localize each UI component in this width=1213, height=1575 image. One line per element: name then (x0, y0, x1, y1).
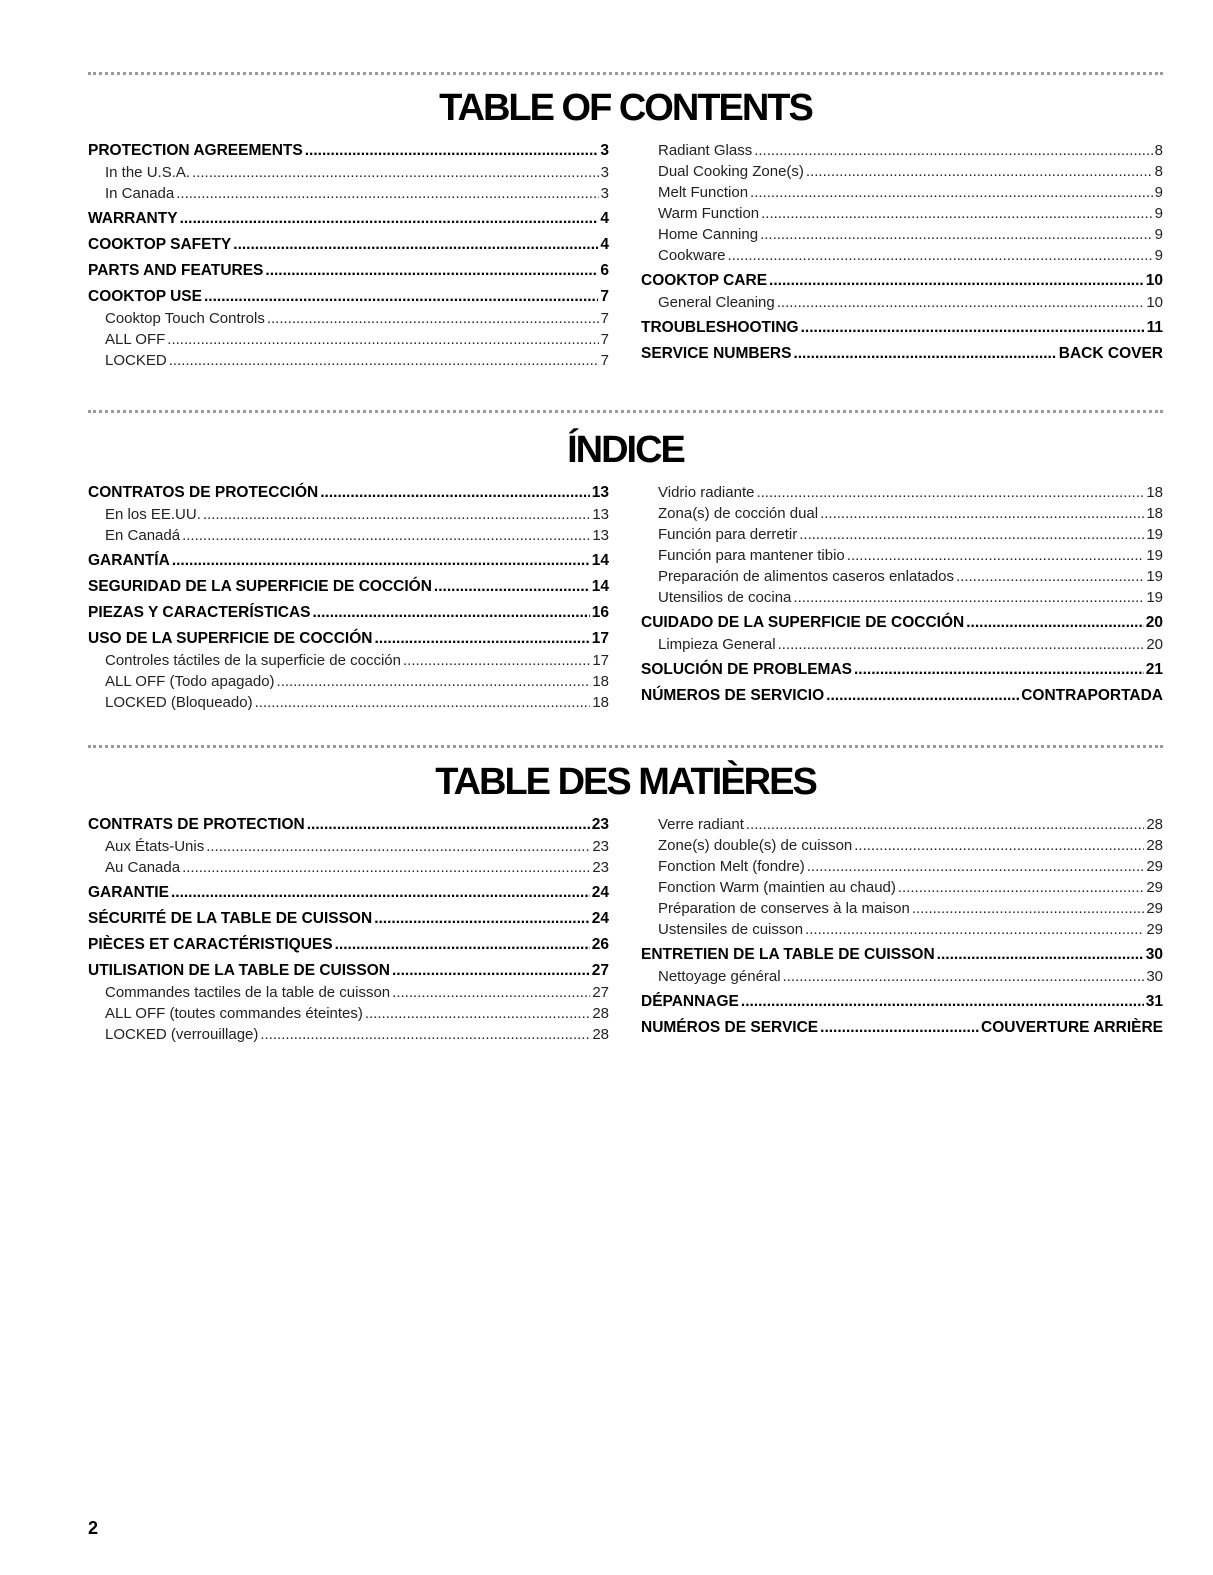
toc-es-left-column (88, 482, 609, 713)
toc-entry-page: 9 (1154, 247, 1163, 264)
toc-entry-title: CONTRATS DE PROTECTION (88, 816, 305, 833)
toc-entry-page: 28 (592, 1005, 609, 1022)
section-divider-fr (88, 745, 1163, 748)
toc-subsection-entry[interactable] (641, 524, 1163, 545)
dot-leader (313, 602, 590, 624)
toc-entry-page: 23 (592, 859, 609, 876)
toc-entry-title: Preparación de alimentos caseros enlatados (658, 568, 955, 585)
toc-title-es: ÍNDICE (567, 429, 684, 471)
toc-entry-title: PARTS AND FEATURES (88, 262, 264, 279)
toc-entry-title: Dual Cooking Zone(s) (658, 163, 804, 180)
toc-section-entry[interactable] (88, 482, 609, 504)
toc-entry-page: 17 (592, 652, 609, 669)
dot-leader (728, 245, 1153, 266)
dot-leader (320, 482, 590, 504)
toc-section-entry[interactable] (641, 612, 1163, 634)
toc-section-entry[interactable] (88, 140, 609, 162)
toc-entry-title: Zone(s) double(s) de cuisson (658, 837, 853, 854)
dot-leader (167, 329, 598, 350)
toc-fr-left-column (88, 814, 609, 1045)
dot-leader (912, 898, 1145, 919)
toc-entry-page: 18 (592, 694, 609, 711)
toc-entry-page: 7 (600, 352, 609, 369)
dot-leader (801, 317, 1145, 339)
toc-section-entry[interactable] (641, 1017, 1163, 1039)
toc-entry-page: 29 (1146, 858, 1163, 875)
toc-entry-page: 23 (592, 838, 609, 855)
toc-entry-page: 6 (600, 262, 609, 279)
toc-subsection-entry[interactable] (641, 856, 1163, 877)
toc-en-left-column (88, 140, 609, 371)
dot-leader (760, 224, 1153, 245)
dot-leader (769, 270, 1144, 292)
toc-entry-page: 28 (1146, 816, 1163, 833)
toc-section-entry[interactable] (88, 208, 609, 230)
toc-entry-page: 20 (1145, 614, 1163, 631)
toc-entry-title: ALL OFF (toutes commandes éteintes) (105, 1005, 363, 1022)
dot-leader (171, 882, 590, 904)
dot-leader (750, 182, 1153, 203)
toc-entry-title: UTILISATION DE LA TABLE DE CUISSON (88, 962, 390, 979)
dot-leader (265, 260, 598, 282)
dot-leader (169, 350, 599, 371)
toc-entry-page: 10 (1145, 272, 1163, 289)
dot-leader (176, 183, 598, 204)
toc-entry-page: 13 (591, 484, 609, 501)
dot-leader (777, 292, 1145, 313)
toc-subsection-entry[interactable] (88, 692, 609, 713)
dot-leader (392, 960, 590, 982)
section-divider-top (88, 72, 1163, 75)
dot-leader (793, 587, 1144, 608)
toc-subsection-entry[interactable] (641, 919, 1163, 940)
dot-leader (937, 944, 1144, 966)
toc-entry-page: 24 (591, 884, 609, 901)
dot-leader (820, 1017, 979, 1039)
toc-section-entry[interactable] (88, 908, 609, 930)
toc-subsection-entry[interactable] (641, 224, 1163, 245)
toc-section-entry[interactable] (88, 260, 609, 282)
toc-subsection-entry[interactable] (641, 545, 1163, 566)
toc-entry-title: General Cleaning (658, 294, 775, 311)
toc-entry-page: 3 (600, 164, 609, 181)
dot-leader (374, 908, 590, 930)
toc-entry-page: 28 (592, 1026, 609, 1043)
toc-entry-title: CUIDADO DE LA SUPERFICIE DE COCCIÓN (641, 614, 965, 631)
toc-section-entry[interactable] (88, 550, 609, 572)
toc-subsection-entry[interactable] (641, 482, 1163, 503)
dot-leader (847, 545, 1145, 566)
toc-section-entry[interactable] (88, 882, 609, 904)
toc-section-entry[interactable] (88, 934, 609, 956)
toc-subsection-entry[interactable] (641, 203, 1163, 224)
dot-leader (956, 566, 1144, 587)
dot-leader (966, 612, 1144, 634)
toc-subsection-entry[interactable] (641, 814, 1163, 835)
toc-es-right-column (641, 482, 1163, 707)
toc-entry-title: ALL OFF (Todo apagado) (105, 673, 275, 690)
toc-entry-page: 31 (1145, 993, 1163, 1010)
toc-section-entry[interactable] (641, 317, 1163, 339)
toc-entry-title: Utensilios de cocina (658, 589, 792, 606)
toc-entry-title: USO DE LA SUPERFICIE DE COCCIÓN (88, 630, 373, 647)
toc-entry-page: 21 (1145, 661, 1163, 678)
toc-entry-page: 19 (1146, 526, 1163, 543)
toc-entry-title: LOCKED (105, 352, 167, 369)
toc-subsection-entry[interactable] (641, 877, 1163, 898)
toc-entry-title: COOKTOP SAFETY (88, 236, 232, 253)
toc-entry-page: 18 (1146, 505, 1163, 522)
dot-leader (754, 140, 1152, 161)
toc-entry-title: Au Canada (105, 859, 181, 876)
dot-leader (807, 856, 1145, 877)
dot-leader (403, 650, 590, 671)
page-number: 2 (88, 1518, 99, 1538)
dot-leader (799, 524, 1144, 545)
toc-entry-title: PROTECTION AGREEMENTS (88, 142, 303, 159)
toc-subsection-entry[interactable] (88, 504, 609, 525)
toc-entry-page: 27 (591, 962, 609, 979)
toc-entry-page: 4 (600, 210, 609, 227)
dot-leader (260, 1024, 590, 1045)
toc-entry-title: NUMÉROS DE SERVICE (641, 1019, 819, 1036)
toc-entry-title: LOCKED (verrouillage) (105, 1026, 259, 1043)
toc-entry-title: Función para derretir (658, 526, 798, 543)
dot-leader (434, 576, 590, 598)
toc-subsection-entry[interactable] (641, 587, 1163, 608)
dot-leader (805, 919, 1144, 940)
dot-leader (778, 634, 1145, 655)
dot-leader (307, 814, 590, 836)
toc-entry-page: 9 (1154, 226, 1163, 243)
toc-section-entry[interactable] (88, 628, 609, 650)
toc-entry-title: COOKTOP CARE (641, 272, 768, 289)
toc-subsection-entry[interactable] (641, 292, 1163, 313)
toc-subsection-entry[interactable] (88, 162, 609, 183)
toc-entry-title: Ustensiles de cuisson (658, 921, 804, 938)
toc-entry-title: Aux États-Unis (105, 838, 205, 855)
toc-entry-title: TROUBLESHOOTING (641, 319, 799, 336)
toc-entry-page: 29 (1146, 921, 1163, 938)
toc-section-entry[interactable] (88, 960, 609, 982)
toc-subsection-entry[interactable] (88, 329, 609, 350)
dot-leader (172, 550, 590, 572)
toc-entry-page: 14 (591, 578, 609, 595)
toc-entry-page: 14 (591, 552, 609, 569)
toc-title-fr: TABLE DES MATIÈRES (435, 761, 816, 803)
toc-entry-title: PIÈCES ET CARACTÉRISTIQUES (88, 936, 333, 953)
toc-entry-title: NÚMEROS DE SERVICIO (641, 687, 825, 704)
dot-leader (182, 525, 590, 546)
toc-section-entry[interactable] (88, 576, 609, 598)
toc-entry-page: 7 (600, 288, 609, 305)
toc-entry-title: COOKTOP USE (88, 288, 202, 305)
toc-subsection-entry[interactable] (641, 634, 1163, 655)
toc-subsection-entry[interactable] (641, 835, 1163, 856)
dot-leader (192, 162, 599, 183)
toc-subsection-entry[interactable] (641, 182, 1163, 203)
toc-entry-title: Verre radiant (658, 816, 744, 833)
toc-section-entry[interactable] (641, 685, 1163, 707)
toc-subsection-entry[interactable] (88, 1003, 609, 1024)
toc-section-entry[interactable] (88, 234, 609, 256)
dot-leader (392, 982, 590, 1003)
toc-entry-page: 29 (1146, 879, 1163, 896)
toc-entry-title: Cooktop Touch Controls (105, 310, 265, 327)
toc-entry-page: 28 (1146, 837, 1163, 854)
toc-entry-title: Préparation de conserves à la maison (658, 900, 910, 917)
dot-leader (783, 966, 1145, 987)
toc-entry-title: SÉCURITÉ DE LA TABLE DE CUISSON (88, 910, 373, 927)
toc-entry-title: GARANTIE (88, 884, 169, 901)
toc-subsection-entry[interactable] (88, 1024, 609, 1045)
toc-entry-page: COUVERTURE ARRIÈRE (981, 1019, 1163, 1036)
toc-entry-page: 19 (1146, 568, 1163, 585)
toc-entry-title: Zona(s) de cocción dual (658, 505, 819, 522)
dot-leader (335, 934, 590, 956)
dot-leader (793, 343, 1056, 365)
toc-entry-page: 20 (1146, 636, 1163, 653)
toc-subsection-entry[interactable] (641, 898, 1163, 919)
toc-entry-title: Fonction Warm (maintien au chaud) (658, 879, 896, 896)
toc-entry-title: Cookware (658, 247, 726, 264)
toc-subsection-entry[interactable] (88, 350, 609, 371)
dot-leader (820, 503, 1144, 524)
dot-leader (854, 835, 1144, 856)
toc-entry-page: 7 (600, 331, 609, 348)
dot-leader (374, 628, 589, 650)
dot-leader (898, 877, 1144, 898)
dot-leader (756, 482, 1144, 503)
toc-section-entry[interactable] (88, 814, 609, 836)
toc-en-right-column (641, 140, 1163, 365)
toc-entry-title: ENTRETIEN DE LA TABLE DE CUISSON (641, 946, 935, 963)
toc-entry-page: 18 (1146, 484, 1163, 501)
toc-section-entry[interactable] (88, 286, 609, 308)
dot-leader (182, 857, 590, 878)
dot-leader (746, 814, 1144, 835)
toc-section-entry[interactable] (641, 659, 1163, 681)
toc-entry-title: SEGURIDAD DE LA SUPERFICIE DE COCCIÓN (88, 578, 432, 595)
dot-leader (204, 286, 598, 308)
toc-entry-page: 7 (600, 310, 609, 327)
toc-entry-title: PIEZAS Y CARACTERÍSTICAS (88, 604, 311, 621)
toc-entry-page: 17 (591, 630, 609, 647)
dot-leader (365, 1003, 590, 1024)
toc-entry-title: Commandes tactiles de la table de cuisson (105, 984, 391, 1001)
toc-entry-page: 8 (1154, 163, 1163, 180)
toc-entry-title: En los EE.UU. (105, 506, 201, 523)
toc-subsection-entry[interactable] (88, 650, 609, 671)
dot-leader (305, 140, 599, 162)
toc-entry-title: Radiant Glass (658, 142, 753, 159)
toc-subsection-entry[interactable] (641, 140, 1163, 161)
toc-entry-page: 10 (1146, 294, 1163, 311)
toc-section-entry[interactable] (88, 602, 609, 624)
toc-entry-title: Vidrio radiante (658, 484, 755, 501)
dot-leader (277, 671, 591, 692)
dot-leader (854, 659, 1144, 681)
toc-section-entry[interactable] (641, 343, 1163, 365)
toc-subsection-entry[interactable] (641, 966, 1163, 987)
toc-entry-page: 30 (1146, 968, 1163, 985)
dot-leader (267, 308, 599, 329)
toc-entry-page: 26 (591, 936, 609, 953)
toc-entry-title: Warm Function (658, 205, 760, 222)
toc-subsection-entry[interactable] (641, 503, 1163, 524)
toc-entry-title: Función para mantener tibio (658, 547, 845, 564)
dot-leader (233, 234, 598, 256)
dot-leader (206, 836, 590, 857)
toc-subsection-entry[interactable] (88, 836, 609, 857)
section-divider-es (88, 410, 1163, 413)
toc-entry-page: BACK COVER (1058, 345, 1163, 362)
toc-entry-title: Fonction Melt (fondre) (658, 858, 805, 875)
toc-subsection-entry[interactable] (88, 525, 609, 546)
toc-entry-page: 30 (1145, 946, 1163, 963)
dot-leader (255, 692, 591, 713)
toc-section-entry[interactable] (641, 944, 1163, 966)
toc-entry-page: 19 (1146, 589, 1163, 606)
toc-entry-page: 3 (600, 185, 609, 202)
toc-entry-title: SERVICE NUMBERS (641, 345, 792, 362)
toc-entry-page: 24 (591, 910, 609, 927)
toc-entry-page: 19 (1146, 547, 1163, 564)
toc-subsection-entry[interactable] (88, 308, 609, 329)
toc-entry-title: DÉPANNAGE (641, 993, 739, 1010)
toc-entry-page: 13 (592, 527, 609, 544)
toc-subsection-entry[interactable] (88, 183, 609, 204)
dot-leader (761, 203, 1153, 224)
toc-entry-title: En Canadá (105, 527, 181, 544)
toc-section-entry[interactable] (641, 991, 1163, 1013)
toc-entry-page: 29 (1146, 900, 1163, 917)
toc-entry-title: WARRANTY (88, 210, 178, 227)
toc-subsection-entry[interactable] (641, 245, 1163, 266)
toc-subsection-entry[interactable] (88, 982, 609, 1003)
toc-entry-page: 9 (1154, 205, 1163, 222)
toc-entry-title: LOCKED (Bloqueado) (105, 694, 253, 711)
toc-subsection-entry[interactable] (88, 671, 609, 692)
toc-entry-title: Limpieza General (658, 636, 776, 653)
toc-entry-page: 23 (591, 816, 609, 833)
toc-entry-title: Nettoyage général (658, 968, 781, 985)
dot-leader (806, 161, 1153, 182)
dot-leader (203, 504, 590, 525)
toc-title-en: TABLE OF CONTENTS (439, 87, 812, 129)
dot-leader (741, 991, 1144, 1013)
toc-entry-page: 11 (1146, 319, 1163, 336)
toc-subsection-entry[interactable] (88, 857, 609, 878)
toc-entry-title: SOLUCIÓN DE PROBLEMAS (641, 661, 852, 678)
toc-entry-title: Home Canning (658, 226, 759, 243)
toc-entry-title: CONTRATOS DE PROTECCIÓN (88, 484, 319, 501)
toc-entry-title: GARANTÍA (88, 552, 170, 569)
toc-fr-right-column (641, 814, 1163, 1039)
toc-entry-title: Controles táctiles de la superficie de cocción (105, 652, 401, 669)
toc-entry-page: 9 (1154, 184, 1163, 201)
toc-entry-page: 18 (592, 673, 609, 690)
toc-entry-title: ALL OFF (105, 331, 166, 348)
toc-section-entry[interactable] (641, 270, 1163, 292)
toc-subsection-entry[interactable] (641, 566, 1163, 587)
dot-leader (180, 208, 599, 230)
toc-entry-title: In the U.S.A. (105, 164, 191, 181)
toc-entry-page: 13 (592, 506, 609, 523)
toc-entry-title: Melt Function (658, 184, 749, 201)
toc-subsection-entry[interactable] (641, 161, 1163, 182)
toc-entry-page: 16 (591, 604, 609, 621)
toc-entry-page: 3 (600, 142, 609, 159)
toc-entry-title: In Canada (105, 185, 175, 202)
dot-leader (826, 685, 1019, 707)
toc-entry-page: 8 (1154, 142, 1163, 159)
toc-entry-page: CONTRAPORTADA (1021, 687, 1163, 704)
toc-entry-page: 27 (592, 984, 609, 1001)
toc-entry-page: 4 (600, 236, 609, 253)
